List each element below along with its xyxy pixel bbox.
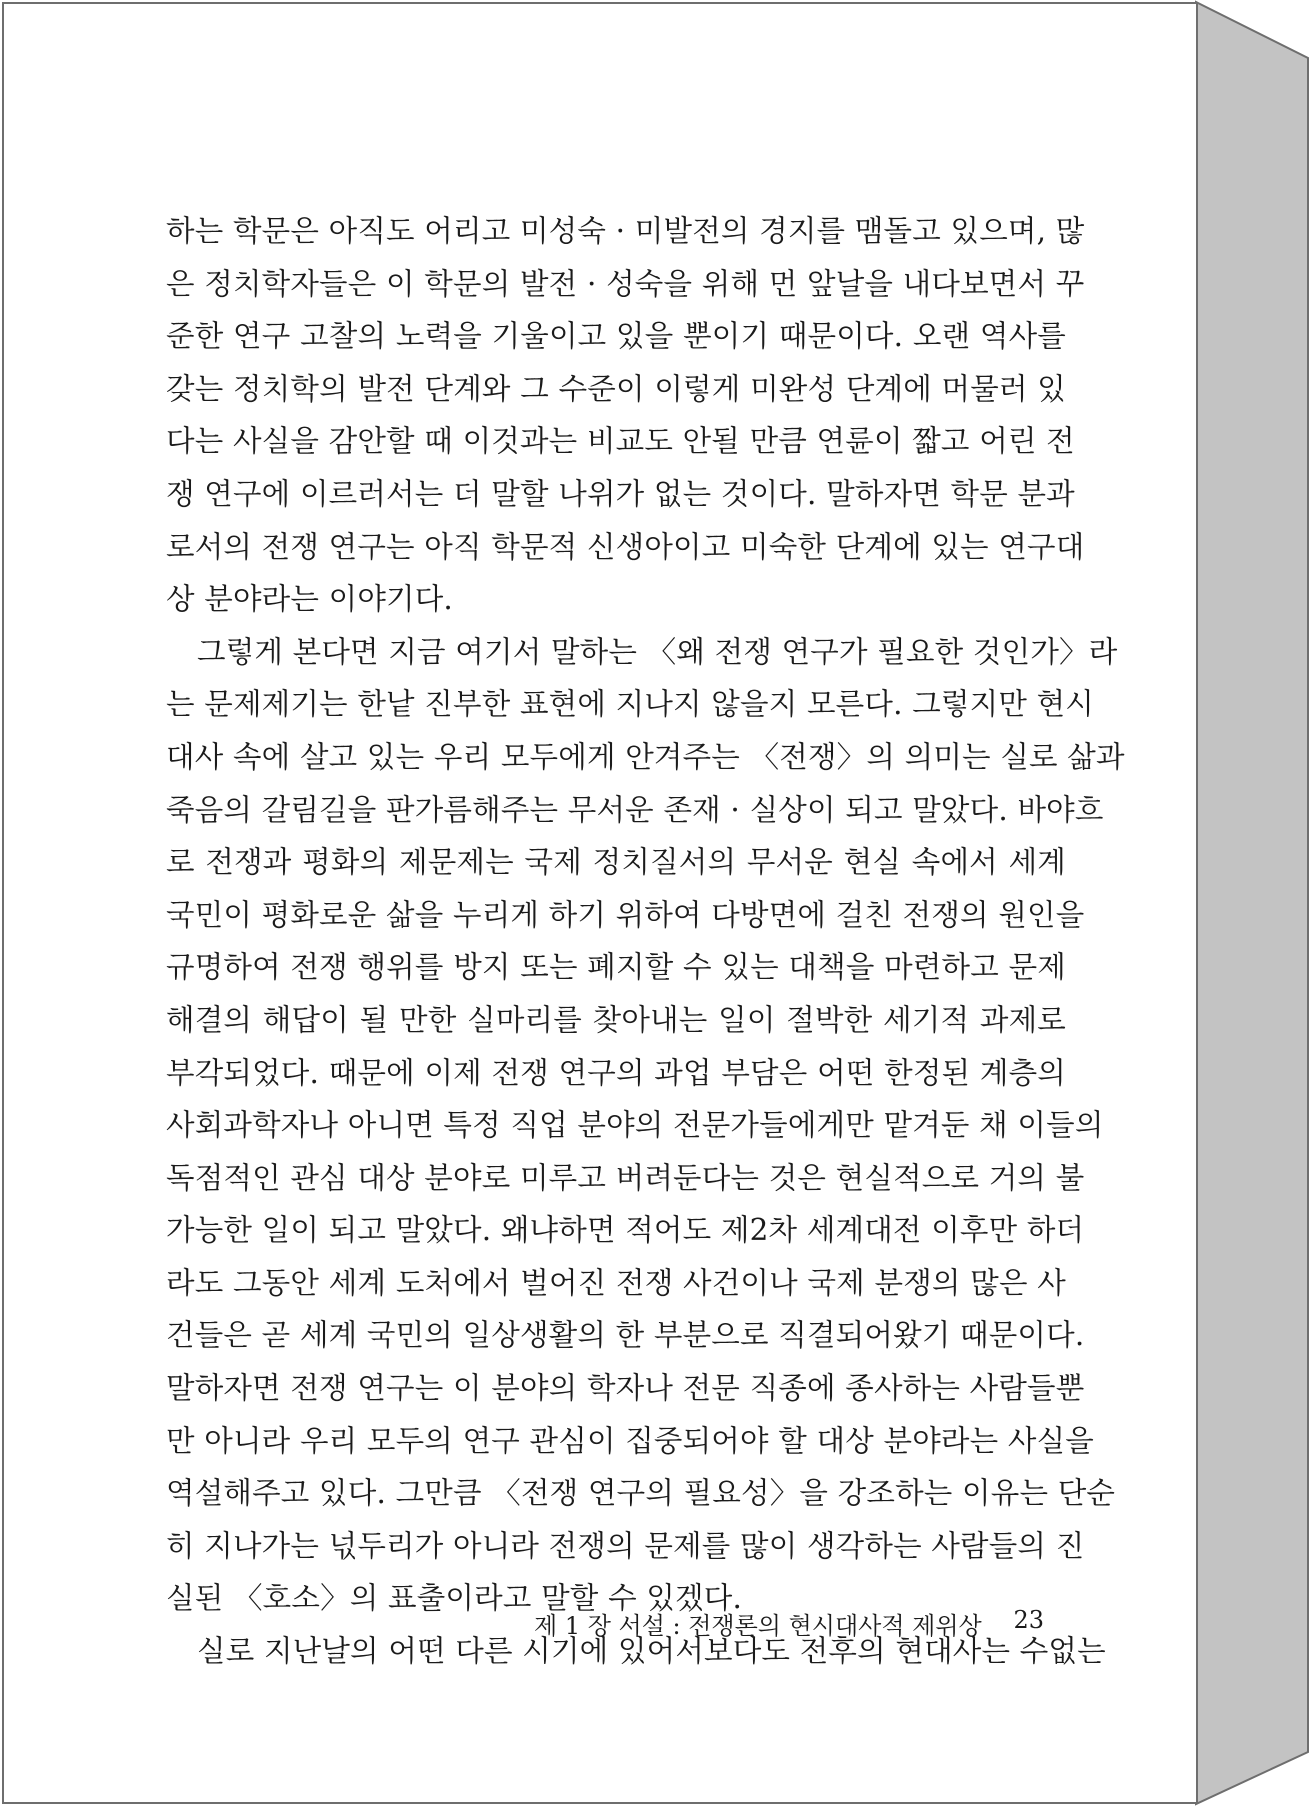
text-line: 부각되었다. 때문에 이제 전쟁 연구의 과업 부담은 어떤 한정된 계층의: [166, 1055, 1066, 1090]
page-edge-shadow: [1196, 2, 1308, 1804]
text-line: 사회과학자나 아니면 특정 직업 분야의 전문가들에게만 맡겨둔 채 이들의: [166, 1108, 1104, 1143]
text-line: 쟁 연구에 이르러서는 더 말할 나위가 없는 것이다. 말하자면 학문 분과: [166, 476, 1075, 511]
text-line: 만 아니라 우리 모두의 연구 관심이 집중되어야 할 대상 분야라는 사실을: [166, 1423, 1094, 1458]
page-number: 23: [1013, 1606, 1044, 1634]
body-text: [166, 205, 1125, 1678]
text-line: 해결의 해답이 될 만한 실마리를 찾아내는 일이 절박한 세기적 과제로: [166, 1002, 1066, 1037]
text-line: 다는 사실을 감안할 때 이것과는 비교도 안될 만큼 연륜이 짧고 어린 전: [166, 424, 1075, 459]
text-line: 역설해주고 있다. 그만큼 〈전쟁 연구의 필요성〉을 강조하는 이유는 단순: [166, 1476, 1116, 1511]
text-line: 라도 그동안 세계 도처에서 벌어진 전쟁 사건이나 국제 분쟁의 많은 사: [166, 1265, 1066, 1300]
text-line: 건들은 곧 세계 국민의 일상생활의 한 부분으로 직결되어왔기 때문이다.: [166, 1318, 1085, 1353]
text-line: 국민이 평화로운 삶을 누리게 하기 위하여 다방면에 걸친 전쟁의 원인을: [166, 897, 1085, 932]
text-line: 실로 지난날의 어떤 다른 시기에 있어서보다도 전후의 현대사는 수없는: [197, 1634, 1106, 1669]
text-line: 그렇게 본다면 지금 여기서 말하는 〈왜 전쟁 연구가 필요한 것인가〉라: [197, 634, 1118, 669]
text-line: 는 문제제기는 한낱 진부한 표현에 지나지 않을지 모른다. 그렇지만 현시: [166, 687, 1094, 722]
text-line: 준한 연구 고찰의 노력을 기울이고 있을 뿐이기 때문이다. 오랜 역사를: [166, 319, 1066, 354]
running-footer: [534, 1606, 1044, 1641]
text-line: 상 분야라는 이야기다.: [166, 582, 454, 617]
text-line: 말하자면 전쟁 연구는 이 분야의 학자나 전문 직종에 종사하는 사람들뿐: [166, 1371, 1085, 1406]
paragraph: [166, 205, 1085, 626]
text-line: 가능한 일이 되고 말았다. 왜냐하면 적어도 제2차 세계대전 이후만 하더: [166, 1213, 1085, 1248]
text-line: 실된 〈호소〉의 표출이라고 말할 수 있겠다.: [166, 1581, 743, 1616]
text-line: 히 지나가는 넋두리가 아니라 전쟁의 문제를 많이 생각하는 사람들의 진: [166, 1528, 1085, 1563]
text-line: 로 전쟁과 평화의 제문제는 국제 정치질서의 무서운 현실 속에서 세계: [166, 845, 1066, 880]
text-line: 대사 속에 살고 있는 우리 모두에게 안겨주는 〈전쟁〉의 의미는 실로 삶과: [166, 739, 1125, 774]
paragraph: [166, 626, 1125, 1625]
text-line: 규명하여 전쟁 행위를 방지 또는 폐지할 수 있는 대책을 마련하고 문제: [166, 950, 1066, 985]
text-line: 하는 학문은 아직도 어리고 미성숙 · 미발전의 경지를 맴돌고 있으며, 많: [166, 214, 1085, 248]
text-line: 갖는 정치학의 발전 단계와 그 수준이 이렇게 미완성 단계에 머물러 있: [166, 371, 1066, 406]
text-line: 죽음의 갈림길을 판가름해주는 무서운 존재 · 실상이 되고 말았다. 바야흐: [166, 792, 1104, 827]
text-line: 은 정치학자들은 이 학문의 발전 · 성숙을 위해 먼 앞날을 내다보면서 꾸: [166, 266, 1085, 301]
running-title: 제 1 장 서설 : 전쟁론의 현시대사적 제위상: [534, 1612, 982, 1640]
text-line: 독점적인 관심 대상 분야로 미루고 버려둔다는 것은 현실적으로 거의 불: [166, 1160, 1085, 1195]
text-line: 로서의 전쟁 연구는 아직 학문적 신생아이고 미숙한 단계에 있는 연구대: [166, 529, 1085, 564]
